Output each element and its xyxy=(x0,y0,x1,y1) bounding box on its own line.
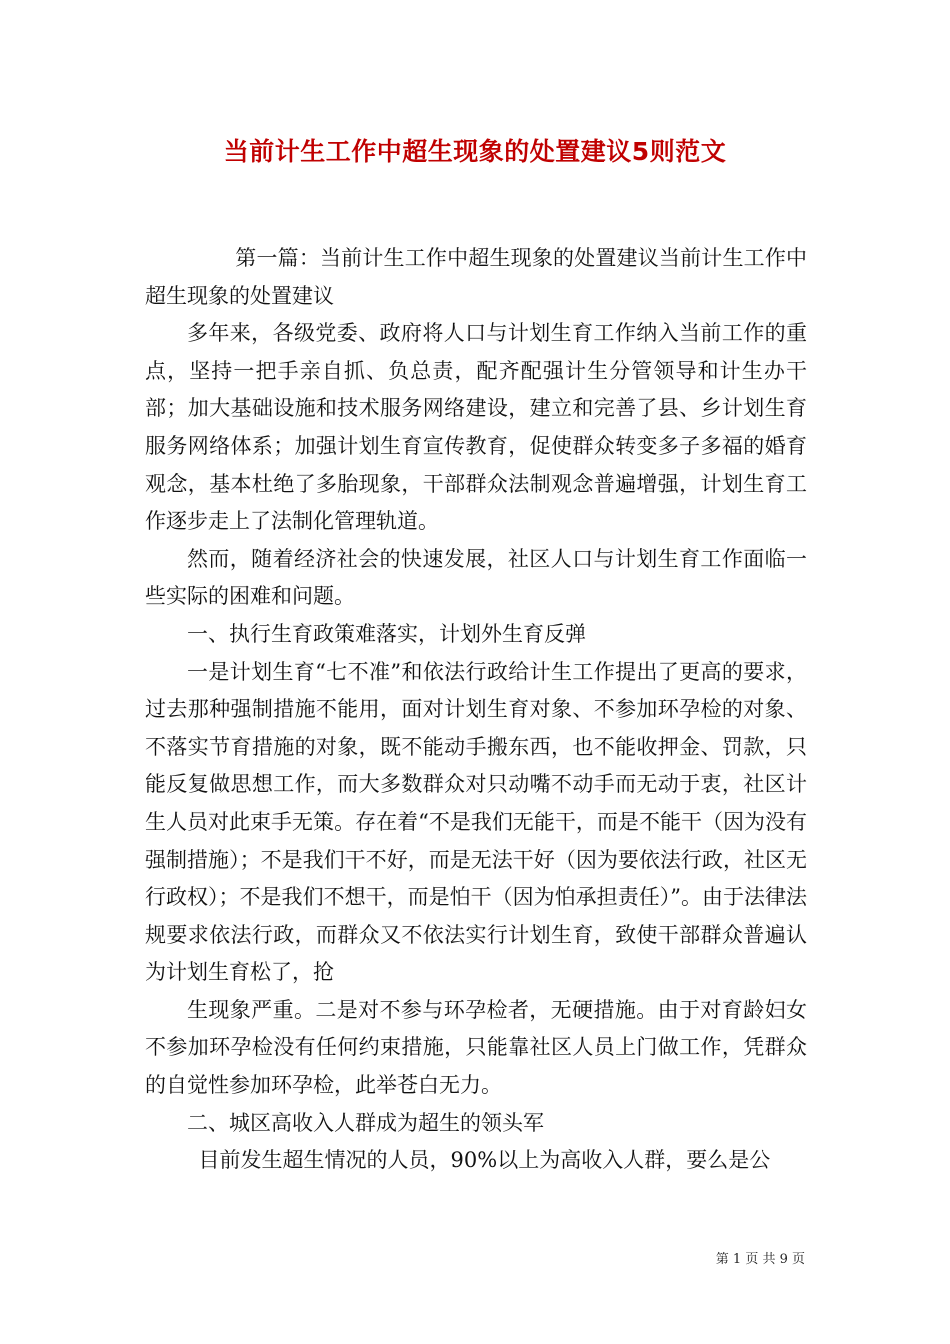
paragraph-section-one-heading: 一、执行生育政策难落实，计划外生育反弹 xyxy=(187,621,586,646)
paragraph-section-two-heading: 二、城区高收入人群成为超生的领头军 xyxy=(187,1110,544,1135)
paragraph-section-one-body: 一是计划生育“七不准”和依法行政给计生工作提出了更高的要求，过去那种强制措施不能用，面对计划生育对象、不参加环孕检的对象、不落实节育措施的对象，既不能动手搬东西，也不能收押金、罚款，只能反复做思想工作，而大多数群众对只动嘴不动手而无动于衷，社区计生人员对此束手无策。存在着“不是我们无能干，而是不能干（因为没有强制措施）；不是我们干不好，而是无法干好（因为要依法行政，社区无行政权）；不是我们不想干，而是怕干（因为怕承担责任）”。由于法律法规要求依法行政，而群众又不依法实行计划生育，致使干部群众普遍认为计划生育松了，抢 xyxy=(145,659,807,985)
paragraph-problems: 然而，随着经济社会的快速发展，社区人口与计划生育工作面临一些实际的困难和问题。 xyxy=(145,546,807,609)
document-title: 当前计生工作中超生现象的处置建议5则范文 xyxy=(223,137,727,166)
paragraph-section-one-continued: 生现象严重。二是对不参与环孕检者，无硬措施。由于对育龄妇女不参加环孕检没有任何约束措施，只能靠社区人员上门做工作，凭群众的自觉性参加环孕检，此举苍白无力。 xyxy=(145,997,807,1098)
page-footer: 第 1 页 共 9 页 xyxy=(715,1252,805,1267)
document-body xyxy=(145,240,807,1180)
paragraph-section-two-body: 目前发生超生情况的人员，90%以上为高收入人群，要么是公 xyxy=(198,1148,771,1173)
paragraph-intro: 多年来，各级党委、政府将人口与计划生育工作纳入当前工作的重点，坚持一把手亲自抓、负总责，配齐配强计生分管领导和计生办干部；加大基础设施和技术服务网络建设，建立和完善了县、乡计划生育服务网络体系；加强计划生育宣传教育，促使群众转变多子多福的婚育观念，基本杜绝了多胎现象，干部群众法制观念普遍增强，计划生育工作逐步走上了法制化管理轨道。 xyxy=(145,321,807,534)
paragraph-heading-first-article: 第一篇：当前计生工作中超生现象的处置建议当前计生工作中超生现象的处置建议 xyxy=(145,246,807,308)
